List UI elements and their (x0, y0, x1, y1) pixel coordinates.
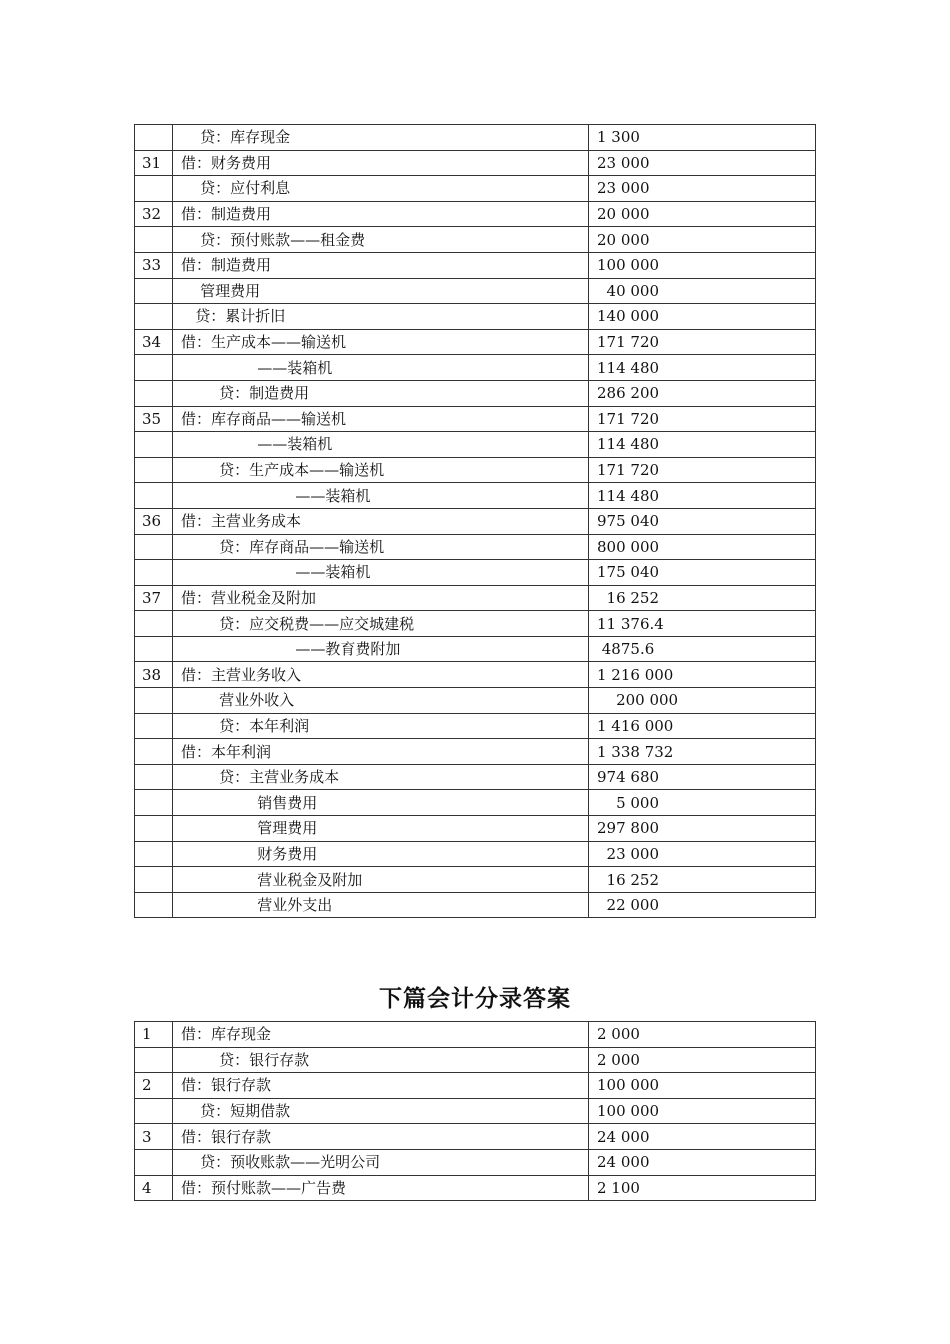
entry-number-cell (135, 560, 173, 586)
amount-cell: 100 000 (589, 1073, 816, 1099)
journal-row (135, 688, 816, 714)
journal-row (135, 764, 816, 790)
amount-cell: 2 100 (589, 1175, 816, 1201)
entry-number-cell (135, 816, 173, 842)
account-entry-cell: 借：财务费用 (173, 150, 589, 176)
journal-row (135, 278, 816, 304)
amount-cell: 171 720 (589, 329, 816, 355)
journal-row (135, 201, 816, 227)
entry-number-cell (135, 713, 173, 739)
account-entry-cell: 贷：银行存款 (173, 1047, 589, 1073)
amount-cell: 23 000 (589, 150, 816, 176)
amount-cell: 16 252 (589, 867, 816, 893)
journal-row (135, 355, 816, 381)
account-entry-cell: 借：银行存款 (173, 1124, 589, 1150)
account-entry-cell: 借：库存商品——输送机 (173, 406, 589, 432)
journal-row (135, 585, 816, 611)
entry-number-cell (135, 790, 173, 816)
entry-number-cell: 31 (135, 150, 173, 176)
journal-row (135, 406, 816, 432)
amount-cell: 1 338 732 (589, 739, 816, 765)
entry-number-cell (135, 432, 173, 458)
journal-row (135, 636, 816, 662)
account-entry-cell: ——装箱机 (173, 432, 589, 458)
account-entry-cell: 贷：库存商品——输送机 (173, 534, 589, 560)
entry-number-cell (135, 892, 173, 918)
account-entry-cell: 管理费用 (173, 278, 589, 304)
amount-cell: 24 000 (589, 1149, 816, 1175)
journal-row (135, 227, 816, 253)
entry-number-cell: 2 (135, 1073, 173, 1099)
journal-table-bottom-body (135, 1022, 816, 1201)
entry-number-cell (135, 304, 173, 330)
journal-row (135, 892, 816, 918)
journal-row (135, 457, 816, 483)
entry-number-cell: 3 (135, 1124, 173, 1150)
account-entry-cell: 借：生产成本——输送机 (173, 329, 589, 355)
account-entry-cell: ——装箱机 (173, 483, 589, 509)
journal-row (135, 432, 816, 458)
account-entry-cell: 贷：制造费用 (173, 380, 589, 406)
account-entry-cell: 借：制造费用 (173, 252, 589, 278)
account-entry-cell: 贷：生产成本——输送机 (173, 457, 589, 483)
account-entry-cell: ——装箱机 (173, 355, 589, 381)
journal-row (135, 508, 816, 534)
entry-number-cell (135, 764, 173, 790)
account-entry-cell: 贷：短期借款 (173, 1098, 589, 1124)
journal-row (135, 125, 816, 151)
amount-cell: 11 376.4 (589, 611, 816, 637)
journal-row (135, 304, 816, 330)
account-entry-cell: 借：预付账款——广告费 (173, 1175, 589, 1201)
amount-cell: 22 000 (589, 892, 816, 918)
amount-cell: 1 216 000 (589, 662, 816, 688)
amount-cell: 20 000 (589, 227, 816, 253)
journal-table-bottom (134, 1021, 816, 1201)
entry-number-cell: 32 (135, 201, 173, 227)
amount-cell: 40 000 (589, 278, 816, 304)
journal-row (135, 483, 816, 509)
journal-row (135, 534, 816, 560)
account-entry-cell: 贷：累计折旧 (173, 304, 589, 330)
entry-number-cell: 34 (135, 329, 173, 355)
account-entry-cell: 营业税金及附加 (173, 867, 589, 893)
account-entry-cell: 财务费用 (173, 841, 589, 867)
account-entry-cell: 贷：库存现金 (173, 125, 589, 151)
amount-cell: 200 000 (589, 688, 816, 714)
amount-cell: 16 252 (589, 585, 816, 611)
account-entry-cell: 销售费用 (173, 790, 589, 816)
amount-cell: 1 416 000 (589, 713, 816, 739)
amount-cell: 171 720 (589, 457, 816, 483)
journal-row (135, 1124, 816, 1150)
account-entry-cell: 借：本年利润 (173, 739, 589, 765)
journal-row (135, 176, 816, 202)
entry-number-cell (135, 278, 173, 304)
journal-row (135, 867, 816, 893)
journal-row (135, 1022, 816, 1048)
amount-cell: 140 000 (589, 304, 816, 330)
entry-number-cell: 1 (135, 1022, 173, 1048)
amount-cell: 100 000 (589, 1098, 816, 1124)
amount-cell: 175 040 (589, 560, 816, 586)
amount-cell: 171 720 (589, 406, 816, 432)
account-entry-cell: 借：银行存款 (173, 1073, 589, 1099)
journal-row (135, 1149, 816, 1175)
amount-cell: 5 000 (589, 790, 816, 816)
entry-number-cell (135, 611, 173, 637)
journal-row (135, 329, 816, 355)
amount-cell: 23 000 (589, 841, 816, 867)
journal-row (135, 252, 816, 278)
journal-row (135, 841, 816, 867)
entry-number-cell: 35 (135, 406, 173, 432)
account-entry-cell: 贷：应付利息 (173, 176, 589, 202)
amount-cell: 23 000 (589, 176, 816, 202)
entry-number-cell (135, 841, 173, 867)
entry-number-cell (135, 483, 173, 509)
account-entry-cell: 借：主营业务收入 (173, 662, 589, 688)
journal-row (135, 150, 816, 176)
account-entry-cell: 借：库存现金 (173, 1022, 589, 1048)
account-entry-cell: ——教育费附加 (173, 636, 589, 662)
entry-number-cell: 4 (135, 1175, 173, 1201)
entry-number-cell: 36 (135, 508, 173, 534)
account-entry-cell: 贷：主营业务成本 (173, 764, 589, 790)
account-entry-cell: 贷：预付账款——租金费 (173, 227, 589, 253)
journal-row (135, 1175, 816, 1201)
entry-number-cell (135, 1149, 173, 1175)
entry-number-cell (135, 355, 173, 381)
amount-cell: 2 000 (589, 1022, 816, 1048)
entry-number-cell (135, 380, 173, 406)
journal-row (135, 816, 816, 842)
entry-number-cell (135, 125, 173, 151)
account-entry-cell: ——装箱机 (173, 560, 589, 586)
account-entry-cell: 借：制造费用 (173, 201, 589, 227)
journal-row (135, 713, 816, 739)
entry-number-cell: 37 (135, 585, 173, 611)
amount-cell: 4875.6 (589, 636, 816, 662)
entry-number-cell (135, 1047, 173, 1073)
account-entry-cell: 管理费用 (173, 816, 589, 842)
amount-cell: 114 480 (589, 355, 816, 381)
journal-table-top-body (135, 125, 816, 918)
entry-number-cell (135, 739, 173, 765)
amount-cell: 2 000 (589, 1047, 816, 1073)
entry-number-cell (135, 176, 173, 202)
entry-number-cell: 33 (135, 252, 173, 278)
journal-row (135, 1047, 816, 1073)
account-entry-cell: 贷：应交税费——应交城建税 (173, 611, 589, 637)
entry-number-cell (135, 867, 173, 893)
amount-cell: 286 200 (589, 380, 816, 406)
account-entry-cell: 借：主营业务成本 (173, 508, 589, 534)
amount-cell: 114 480 (589, 432, 816, 458)
section-title: 下篇会计分录答案 (379, 985, 571, 1012)
entry-number-cell: 38 (135, 662, 173, 688)
amount-cell: 114 480 (589, 483, 816, 509)
entry-number-cell (135, 457, 173, 483)
account-entry-cell: 借：营业税金及附加 (173, 585, 589, 611)
entry-number-cell (135, 227, 173, 253)
amount-cell: 24 000 (589, 1124, 816, 1150)
journal-row (135, 790, 816, 816)
journal-table-top (134, 124, 816, 918)
journal-row (135, 611, 816, 637)
amount-cell: 1 300 (589, 125, 816, 151)
amount-cell: 100 000 (589, 252, 816, 278)
amount-cell: 20 000 (589, 201, 816, 227)
amount-cell: 800 000 (589, 534, 816, 560)
account-entry-cell: 贷：本年利润 (173, 713, 589, 739)
journal-row (135, 380, 816, 406)
journal-row (135, 662, 816, 688)
journal-row (135, 739, 816, 765)
entry-number-cell (135, 534, 173, 560)
journal-row (135, 1098, 816, 1124)
journal-row (135, 1073, 816, 1099)
entry-number-cell (135, 1098, 173, 1124)
amount-cell: 297 800 (589, 816, 816, 842)
account-entry-cell: 营业外收入 (173, 688, 589, 714)
amount-cell: 974 680 (589, 764, 816, 790)
amount-cell: 975 040 (589, 508, 816, 534)
entry-number-cell (135, 688, 173, 714)
entry-number-cell (135, 636, 173, 662)
account-entry-cell: 营业外支出 (173, 892, 589, 918)
account-entry-cell: 贷：预收账款——光明公司 (173, 1149, 589, 1175)
journal-row (135, 560, 816, 586)
